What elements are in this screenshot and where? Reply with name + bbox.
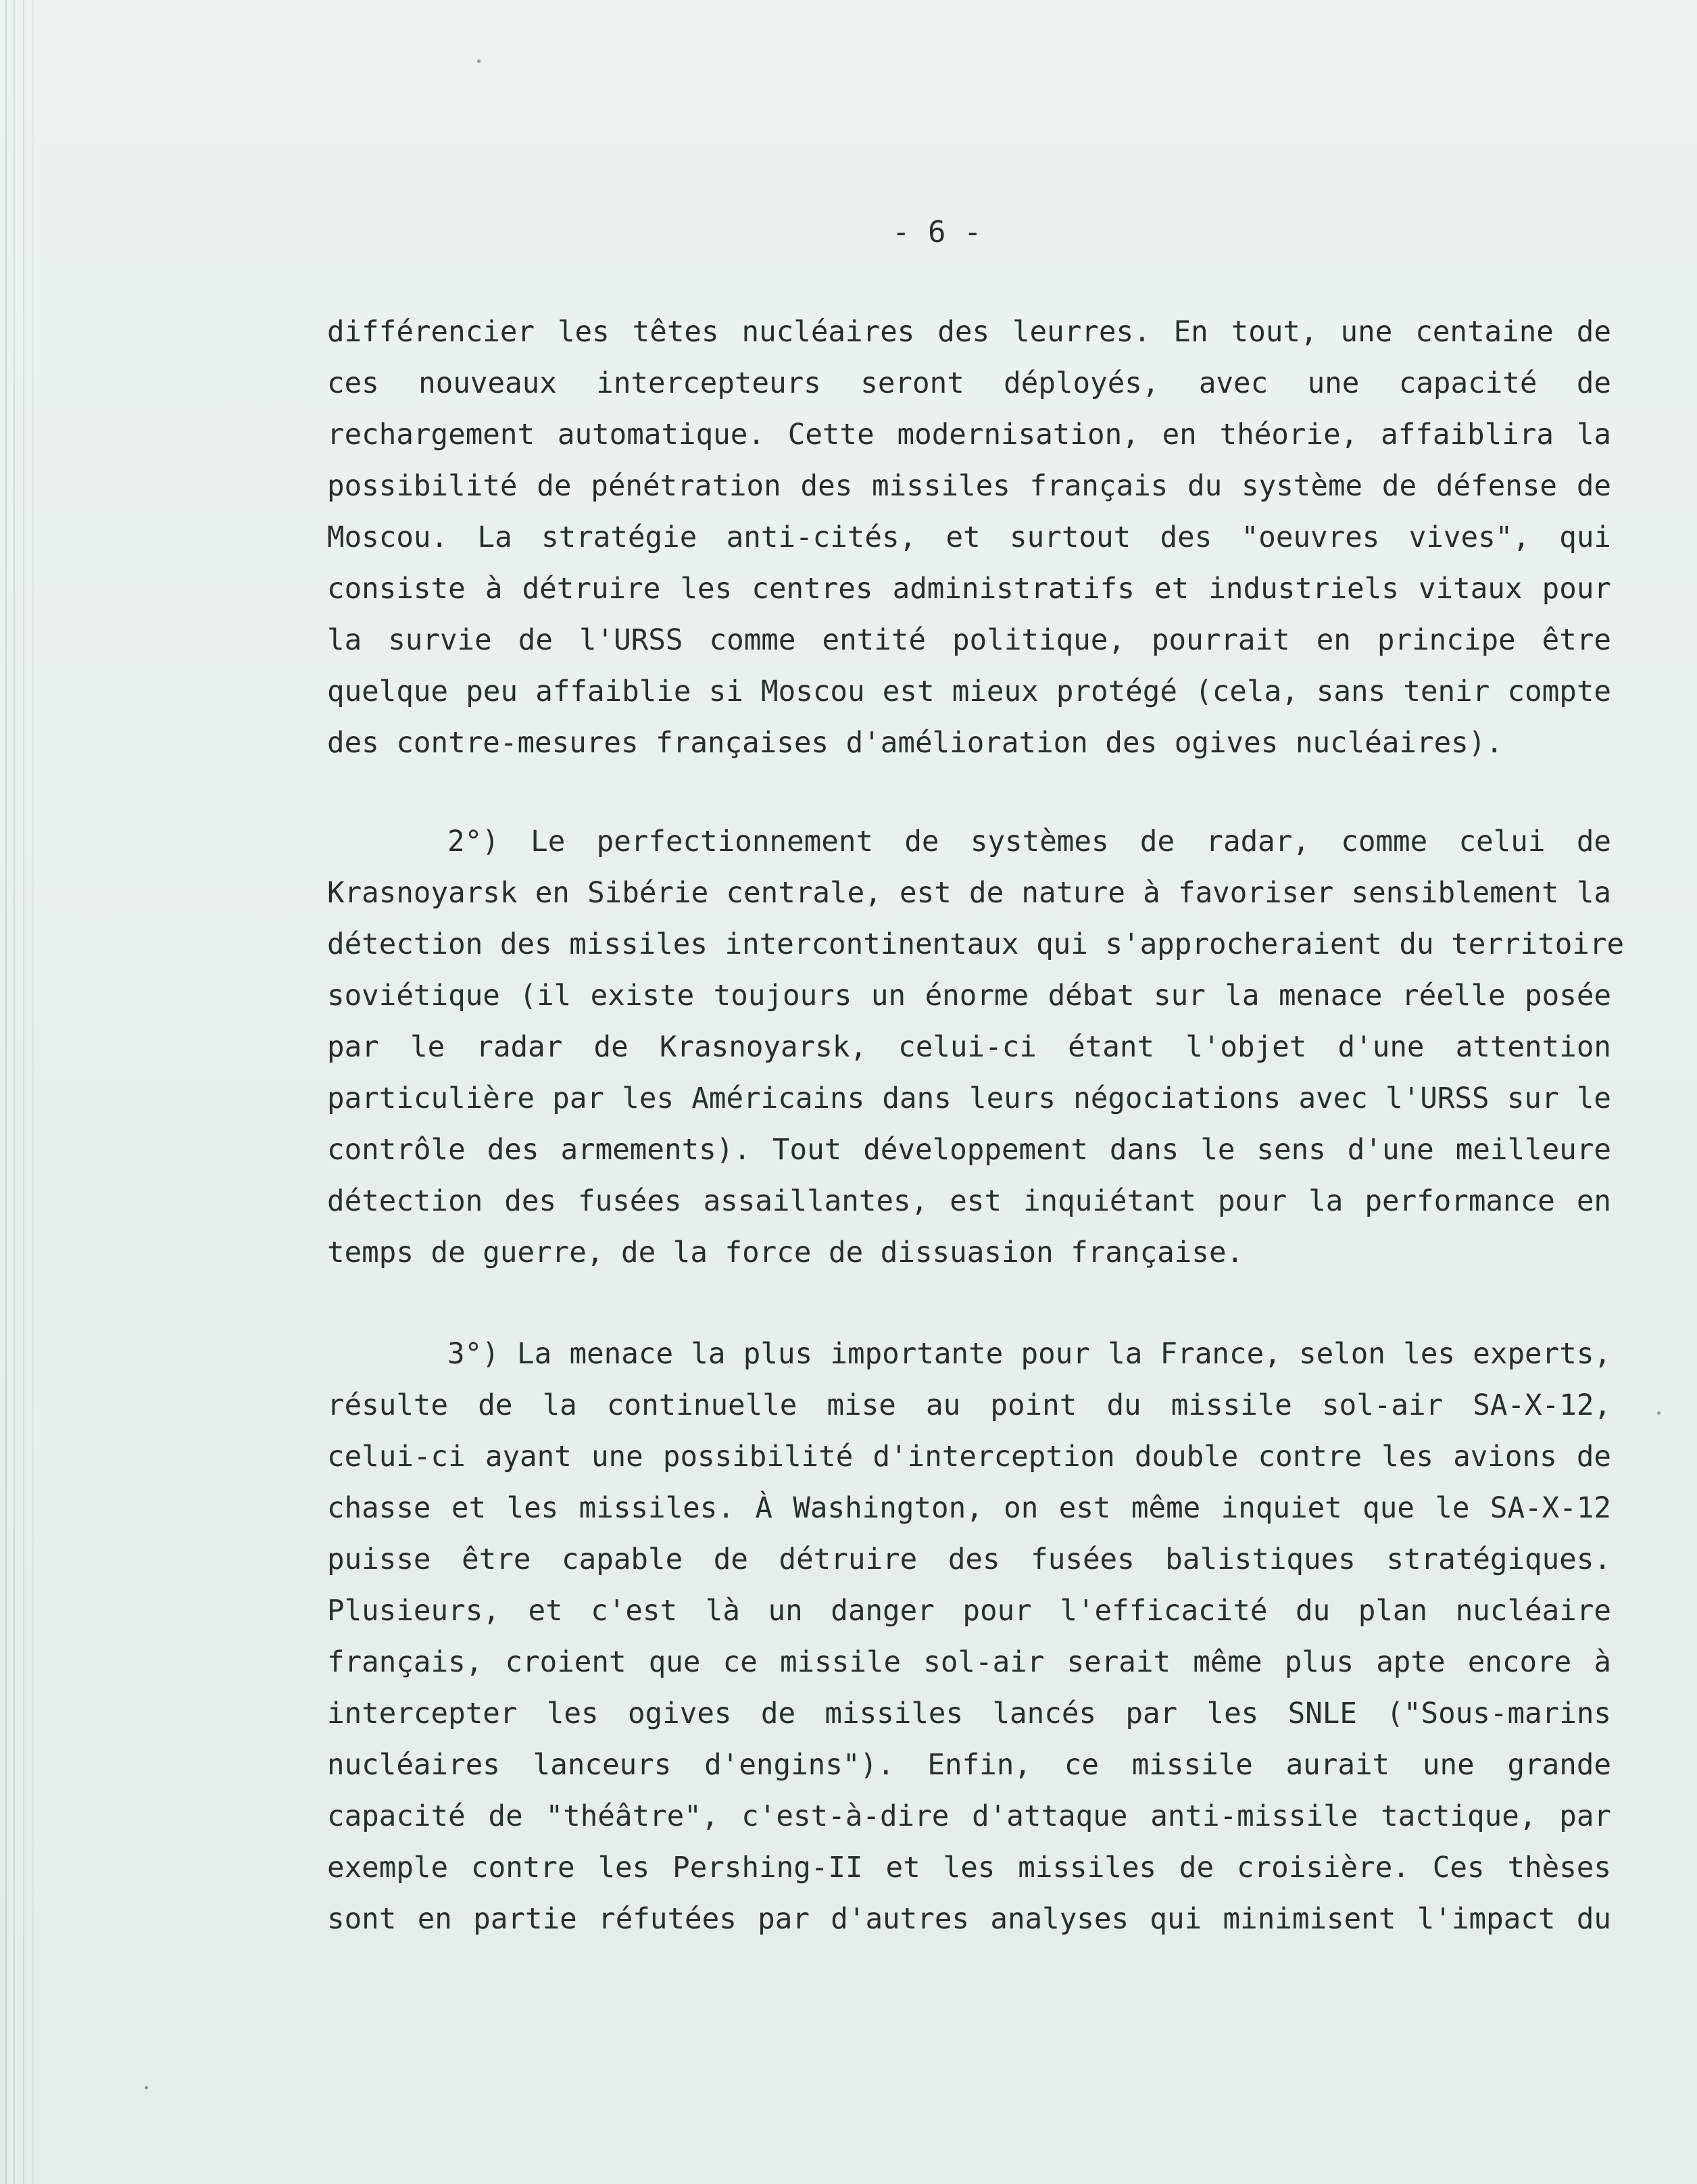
page-edge (14, 0, 15, 2184)
text-line: par le radar de Krasnoyarsk, celui-ci étant l'objet d'une attention (327, 1031, 1611, 1064)
text-line: intercepter les ogives de missiles lancés par les SNLE ("Sous-marins (327, 1697, 1611, 1730)
text-line: celui-ci ayant une possibilité d'interception double contre les avions de (327, 1440, 1611, 1474)
text-line: français, croient que ce missile sol-air serait même plus apte encore à (327, 1646, 1611, 1679)
page-edge (23, 0, 24, 2184)
page-number: - 6 - (892, 215, 982, 249)
text-line: capacité de "théâtre", c'est-à-dire d'attaque anti-missile tactique, par (327, 1800, 1611, 1833)
text-line: 2°) Le perfectionnement de systèmes de radar, comme celui de (447, 825, 1611, 858)
text-line: différencier les têtes nucléaires des leurres. En tout, une centaine de (327, 316, 1611, 349)
text-line: quelque peu affaiblie si Moscou est mieux protégé (cela, sans tenir compte (327, 675, 1611, 708)
text-line: rechargement automatique. Cette modernisation, en théorie, affaiblira la (327, 418, 1611, 452)
paragraph-1 (327, 307, 1611, 769)
text-line: possibilité de pénétration des missiles français du système de défense de (327, 470, 1611, 503)
text-line: la survie de l'URSS comme entité politique, pourrait en principe être (327, 624, 1611, 657)
text-line: Plusieurs, et c'est là un danger pour l'efficacité du plan nucléaire (327, 1595, 1611, 1628)
text-line: temps de guerre, de la force de dissuasion française. (327, 1236, 1244, 1269)
text-line: sont en partie réfutées par d'autres analyses qui minimisent l'impact du (327, 1903, 1611, 1936)
text-line: contrôle des armements). Tout développement dans le sens d'une meilleure (327, 1134, 1611, 1167)
paper-speck (145, 2086, 148, 2089)
text-line: résulte de la continuelle mise au point du missile sol-air SA-X-12, (327, 1389, 1611, 1422)
text-line: soviétique (il existe toujours un énorme débat sur la menace réelle posée (327, 979, 1611, 1013)
page-edge (32, 0, 34, 2184)
text-line: détection des fusées assaillantes, est inquiétant pour la performance en (327, 1185, 1611, 1218)
text-line: exemple contre les Pershing-II et les missiles de croisière. Ces thèses (327, 1851, 1611, 1885)
text-line: particulière par les Américains dans leurs négociations avec l'URSS sur le (327, 1082, 1611, 1115)
text-line: chasse et les missiles. À Washington, on est même inquiet que le SA-X-12 (327, 1492, 1611, 1525)
text-line: consiste à détruire les centres administratifs et industriels vitaux pour (327, 573, 1611, 606)
text-line: puisse être capable de détruire des fusées balistiques stratégiques. (327, 1543, 1611, 1576)
text-line: des contre-mesures françaises d'amélioration des ogives nucléaires). (327, 727, 1503, 760)
text-line: Krasnoyarsk en Sibérie centrale, est de nature à favoriser sensiblement la (327, 877, 1611, 910)
text-line: Moscou. La stratégie anti-cités, et surtout des "oeuvres vives", qui (327, 521, 1611, 554)
page-edge (5, 0, 7, 2184)
text-line: 3°) La menace la plus importante pour la France, selon les experts, (447, 1338, 1611, 1371)
paper-speck (1657, 1411, 1661, 1415)
text-line: ces nouveaux intercepteurs seront déployés, avec une capacité de (327, 367, 1611, 400)
paragraph-3 (327, 1329, 1611, 1945)
paper-speck (477, 59, 481, 63)
text-line: nucléaires lanceurs d'engins"). Enfin, ce missile aurait une grande (327, 1749, 1611, 1782)
paragraph-2 (327, 817, 1625, 1279)
text-line: détection des missiles intercontinentaux qui s'approcheraient du territoire (327, 928, 1625, 961)
